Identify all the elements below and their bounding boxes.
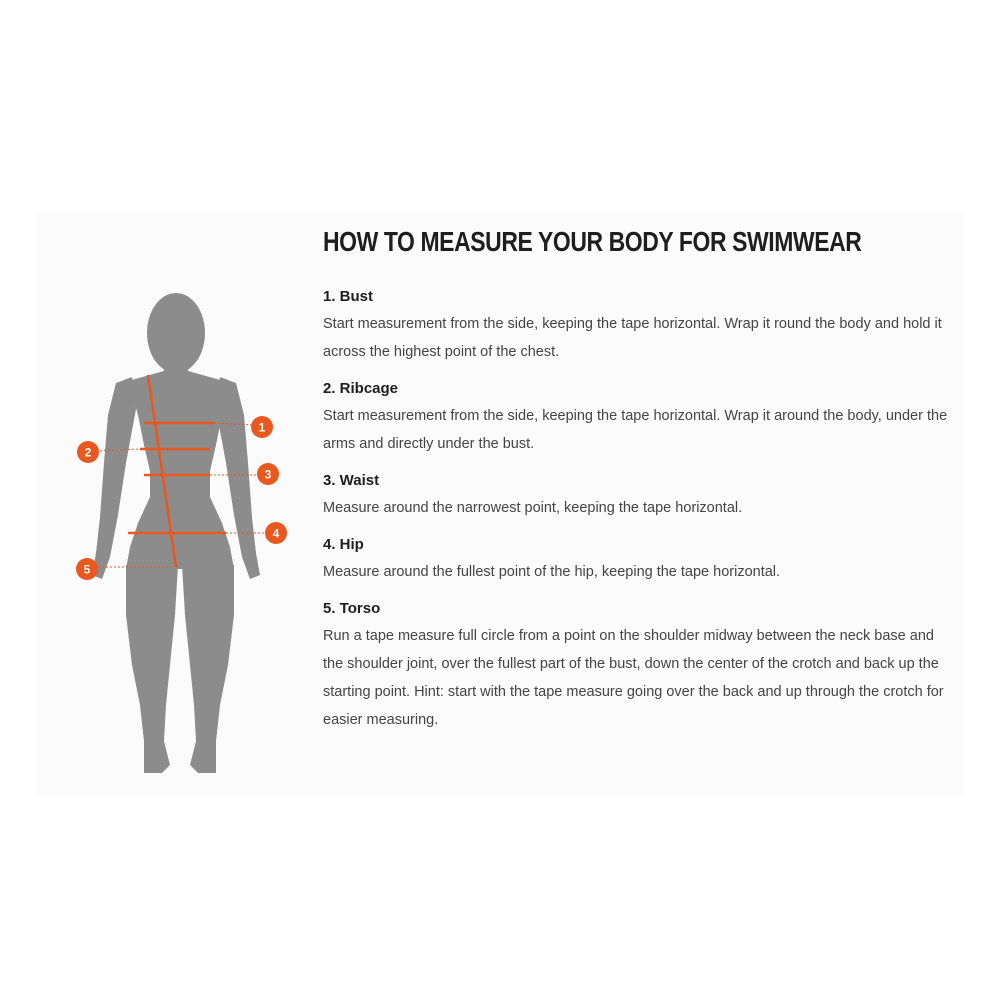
marker-5 (76, 558, 98, 580)
step-title: 1. Bust (323, 288, 374, 305)
svg-text:1: 1 (258, 420, 266, 435)
step-waist (323, 470, 953, 522)
step-title: 3. Waist (323, 472, 380, 489)
step-torso (323, 598, 953, 734)
step-title: 5. Torso (323, 600, 381, 617)
step-hip (323, 534, 953, 586)
step-title: 4. Hip (323, 536, 364, 553)
step-ribcage (323, 378, 953, 458)
svg-text:5: 5 (83, 562, 91, 577)
step-description: Measure around the fullest point of the hip, keeping the tape horizontal. (323, 564, 781, 580)
body-diagram (60, 285, 300, 785)
page-title: HOW TO MEASURE YOUR BODY FOR SWIMWEAR (323, 226, 862, 257)
step-description: Start measurement from the side, keeping the tape horizontal. Wrap it round the body and hold it across the highest point of the chest. (323, 316, 942, 360)
body-figure-svg (60, 285, 300, 785)
step-description: Start measurement from the side, keeping the tape horizontal. Wrap it around the body, under the arms and directly under the bust. (323, 408, 948, 452)
step-title: 2. Ribcage (323, 380, 399, 397)
step-description: Run a tape measure full circle from a point on the shoulder midway between the neck base and the shoulder joint, over the fullest part of the bust, down the center of the crotch and back up the starting point. Hint: start with the tape measure going over the back and up through the crotch for easier measuring. (323, 628, 944, 728)
marker-2 (77, 441, 99, 463)
measurement-steps (323, 286, 953, 734)
step-description: Measure around the narrowest point, keeping the tape horizontal. (323, 500, 743, 516)
marker-4 (265, 522, 287, 544)
marker-1 (251, 416, 273, 438)
svg-text:4: 4 (272, 526, 280, 541)
marker-3 (257, 463, 279, 485)
svg-text:2: 2 (84, 445, 92, 460)
svg-text:3: 3 (264, 467, 272, 482)
step-bust (323, 286, 953, 366)
